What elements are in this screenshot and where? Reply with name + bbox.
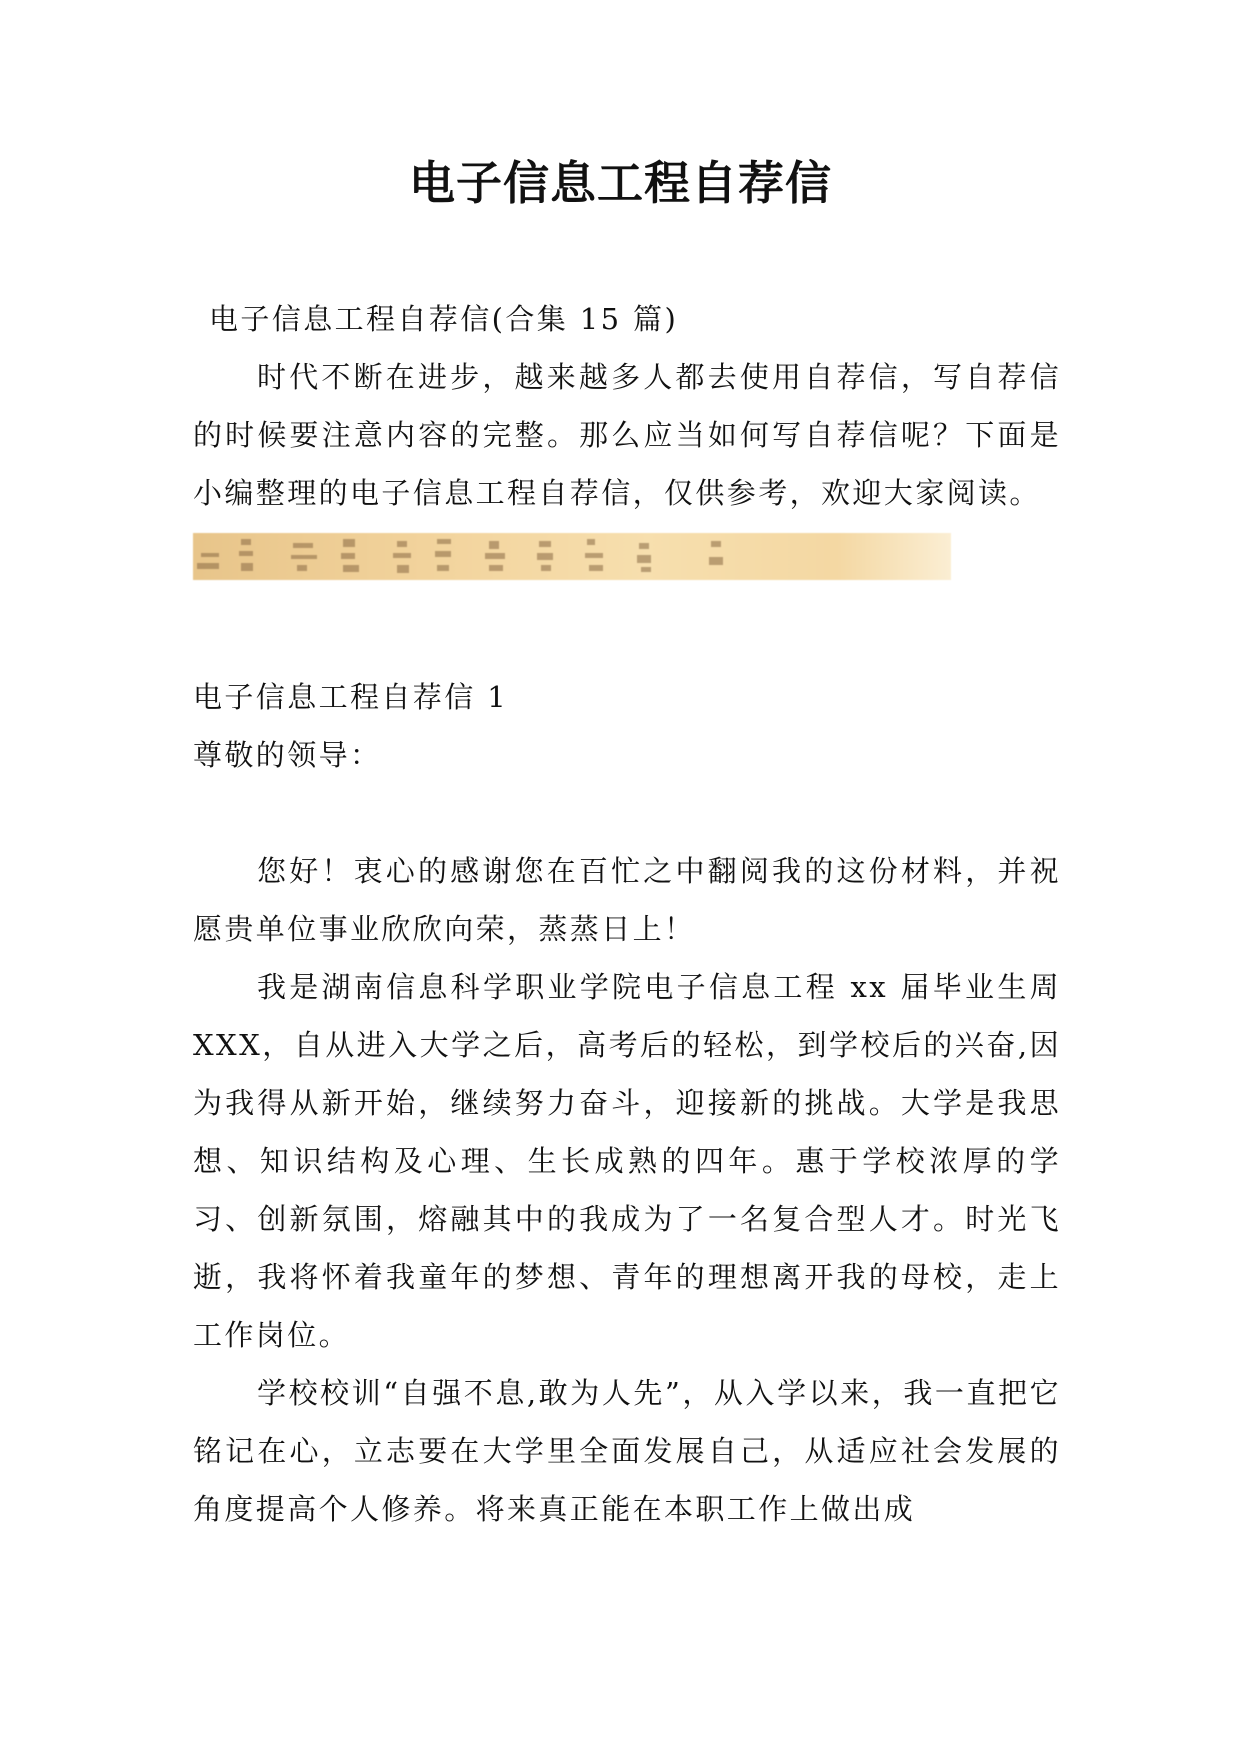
- letter-paragraph: 学校校训“自强不息,敢为人先”，从入学以来，我一直把它铭记在心，立志要在大学里全面发展自己，从适应社会发展的角度提高个人修养。将来真正能在本职工作上做出成: [193, 1376, 1061, 1526]
- document-body: [193, 290, 1061, 1538]
- letter-paragraph: 您好！衷心的感谢您在百忙之中翻阅我的这份材料，并祝愿贵单位事业欣欣向荣，蒸蒸日上！: [193, 854, 1061, 946]
- salutation: 尊敬的领导：: [193, 738, 382, 772]
- document-subtitle: 电子信息工程自荐信(合集 15 篇): [209, 302, 679, 336]
- banner-image: [193, 533, 951, 580]
- letter-paragraph: 我是湖南信息科学职业学院电子信息工程 xx 届毕业生周 XXX，自从进入大学之后，高考后的轻松，到学校后的兴奋,因为我得从新开始，继续努力奋斗，迎接新的挑战。大学是我思想、知识结构及心理、生长成熟的四年。惠于学校浓厚的学习、创新氛围，熔融其中的我成为了一名复合型人才。时光飞逝，我将怀着我童年的梦想、青年的理想离开我的母校，走上工作岗位。: [193, 970, 1061, 1352]
- banner-texture: [193, 533, 951, 580]
- intro-paragraph: 时代不断在进步，越来越多人都去使用自荐信，写自荐信的时候要注意内容的完整。那么应当如何写自荐信呢？下面是小编整理的电子信息工程自荐信，仅供参考，欢迎大家阅读。: [193, 360, 1061, 510]
- document-title: 电子信息工程自荐信: [409, 156, 832, 210]
- section-heading: 电子信息工程自荐信 1: [193, 680, 509, 714]
